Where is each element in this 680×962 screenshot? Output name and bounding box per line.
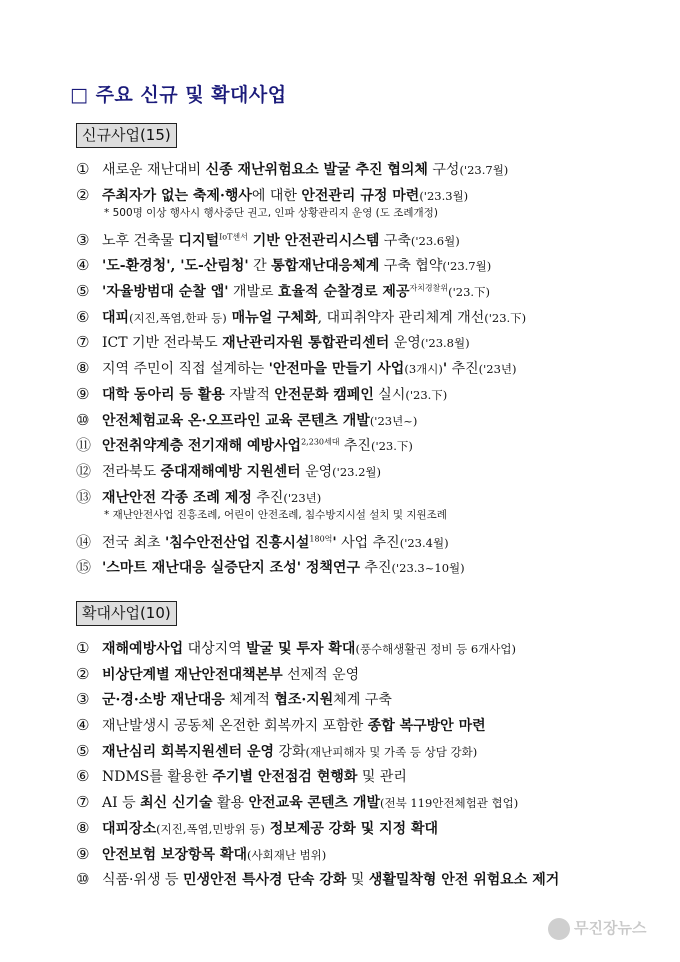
item-number: ⑨ (76, 384, 90, 403)
text-segment: 안전보험 보장항목 확대 (102, 846, 247, 863)
text-segment: (재난피해자 및 가족 등 상담 강화) (305, 744, 478, 759)
text-segment: 구축 협약 (379, 258, 443, 275)
item-text (102, 718, 486, 734)
item-text (102, 795, 518, 811)
item-number: ① (76, 160, 90, 178)
text-segment: 대피 (102, 309, 130, 326)
text-segment: 재난심리 회복지원센터 운영 (102, 743, 275, 760)
expanded-project-item (76, 764, 646, 790)
text-segment: ('23년) (478, 362, 517, 377)
text-segment: 매뉴얼 구체화 (226, 309, 318, 326)
text-segment: '침수안전산업 진흥시설 (165, 534, 310, 551)
text-segment: 재해예방사업 (102, 641, 184, 657)
item-number: ③ (76, 230, 90, 249)
new-project-item (76, 408, 646, 434)
text-segment: ('23.下) (484, 310, 527, 325)
text-segment: 대상지역 (183, 641, 247, 657)
expanded-project-item (76, 687, 646, 713)
item-footnote: * 500명 이상 행사시 행사중단 권고, 인파 상황관리지 운영 (도 조례개정) (104, 206, 438, 219)
item-number: ③ (76, 690, 90, 709)
text-segment: 안전문화 캠페인 (274, 386, 374, 403)
text-segment: 에 대한 (251, 187, 302, 204)
item-number: ④ (76, 256, 90, 275)
text-segment: 노후 건축물 (102, 232, 179, 249)
text-segment: 재난발생시 공동체 온전한 회복까지 포함한 (102, 718, 368, 735)
text-segment: 추진 (339, 438, 371, 455)
text-segment: 기반 안전관리시스템 (247, 232, 380, 249)
text-segment: ICT 기반 전라북도 (102, 335, 223, 352)
text-segment: 체계 구축 (333, 692, 392, 709)
item-text (102, 310, 526, 326)
text-segment: (풍수해생활권 정비 등 6개사업) (355, 642, 517, 656)
expanded-projects-list (76, 636, 646, 893)
text-segment: 정보제공 강화 및 지정 확대 (264, 820, 439, 837)
text-segment: '안전마을 만들기 사업 (268, 361, 405, 378)
text-segment: ('23.下) (448, 285, 491, 300)
watermark-text: 무진장뉴스 (574, 919, 647, 937)
text-segment: 안전교육 콘텐츠 개발 (248, 795, 380, 812)
text-segment: 민생안전 특사경 단속 강화 (182, 872, 347, 889)
item-text (102, 438, 413, 454)
item-number: ⑩ (76, 870, 90, 889)
new-project-item (76, 433, 646, 459)
text-segment: 추진 (251, 489, 284, 506)
text-segment: 식품·위생 등 (102, 872, 183, 889)
item-text (102, 258, 491, 274)
text-segment: 새로운 재난대비 (102, 162, 206, 178)
text-segment: 개발로 (228, 284, 278, 301)
text-segment: 체계적 (224, 692, 275, 709)
text-segment: 추진 (359, 560, 392, 577)
item-number: ② (76, 185, 90, 204)
new-project-item (76, 530, 646, 556)
item-number: ⑧ (76, 818, 90, 837)
text-segment: ('23년~) (369, 413, 418, 428)
text-segment: 생활밀착형 안전 위험요소 제거 (368, 872, 560, 889)
text-segment: 자발적 (224, 386, 275, 403)
item-text (102, 847, 326, 863)
item-text (102, 188, 468, 204)
item-text (102, 387, 447, 403)
text-segment: 발굴 및 투자 확대 (246, 641, 356, 657)
item-text (102, 464, 381, 480)
item-number: ⑦ (76, 793, 90, 812)
expanded-project-item (76, 739, 646, 765)
text-segment: 종합 복구방안 마련 (367, 718, 486, 735)
text-segment: ('23.3월) (419, 188, 469, 203)
text-segment: 전라북도 (102, 463, 161, 480)
text-segment: (사회재난 범위) (247, 847, 327, 862)
new-project-item (76, 459, 646, 485)
new-project-item (76, 382, 646, 408)
text-segment: NDMS를 활용한 (102, 769, 213, 786)
logo-icon (548, 918, 570, 940)
new-project-item (76, 279, 646, 305)
item-footnote: * 재난안전사업 진흥조례, 어린이 안전조례, 침수방지시설 설치 및 지원조례 (104, 508, 447, 521)
text-segment: 180억 (309, 533, 333, 543)
text-segment: 강화 (274, 743, 306, 760)
text-segment: 효율적 순찰경로 제공 (278, 284, 410, 301)
item-number: ① (76, 639, 90, 657)
new-project-item (76, 305, 646, 331)
item-text (102, 535, 449, 551)
text-segment: 비상단계별 재난안전대책본부 (102, 666, 283, 683)
text-segment: '도-환경청', '도-산림청' (102, 258, 249, 275)
item-text (102, 769, 407, 785)
new-project-item (76, 555, 646, 581)
item-number: ④ (76, 716, 90, 735)
item-number: ⑤ (76, 282, 90, 301)
item-text (102, 490, 321, 506)
text-segment: 군·경·소방 재난대응 (102, 692, 225, 709)
expanded-project-item (76, 816, 646, 842)
text-segment: 재난관리자원 통합관리센터 (222, 335, 390, 352)
text-segment: (지진,폭염,한파 등) (129, 310, 227, 325)
new-projects-list (76, 157, 646, 581)
item-number: ⑩ (76, 410, 90, 429)
expanded-project-item (76, 790, 646, 816)
text-segment: 구축 (379, 232, 411, 249)
expanded-project-item (76, 636, 646, 662)
text-segment: 통합재난대응체계 (271, 258, 380, 275)
new-project-item (76, 183, 646, 228)
expanded-project-item (76, 842, 646, 868)
expanded-projects-header: 확대사업(10) (76, 601, 177, 626)
text-segment: 지역 주민이 직접 설계하는 (102, 361, 269, 378)
text-segment: 추진 (447, 361, 479, 378)
text-segment: '스마트 재난대응 실증단지 조성' 정책연구 (102, 560, 360, 577)
expanded-project-item (76, 713, 646, 739)
text-segment: 사업 추진 (336, 534, 400, 551)
text-segment: (전북 119안전체험관 협업) (380, 796, 519, 811)
text-segment: (지진,폭염,민방위 등) (156, 821, 265, 836)
text-segment: ' (332, 534, 337, 551)
new-project-item (76, 485, 646, 530)
text-segment: 주기별 안전점검 현행화 (212, 769, 358, 786)
text-segment: 운영 (300, 463, 333, 480)
text-segment: ' (442, 361, 448, 378)
item-text (102, 162, 508, 178)
text-segment: ('23.7월) (442, 259, 492, 274)
text-segment: 주최자가 없는 축제·행사 (102, 187, 252, 204)
item-number: ⑫ (76, 461, 92, 480)
item-text (102, 641, 516, 657)
new-project-item (76, 157, 646, 183)
text-segment: 안전관리 규정 마련 (301, 187, 420, 204)
text-segment: 최신 신기술 (140, 795, 213, 812)
text-segment: (3개시) (404, 362, 443, 377)
text-segment: 대피장소 (102, 820, 157, 837)
item-text (102, 361, 517, 377)
text-segment: '자율방범대 순찰 앱' (102, 284, 229, 301)
watermark-logo (548, 917, 646, 940)
text-segment: ('23.4월) (399, 535, 449, 550)
text-segment: ('23.6월) (410, 233, 460, 248)
text-segment: 디지털 (178, 232, 220, 249)
new-project-item (76, 356, 646, 382)
item-number: ⑭ (76, 532, 92, 551)
item-number: ⑧ (76, 359, 90, 378)
item-text (102, 744, 477, 760)
item-number: ⑮ (76, 558, 92, 577)
item-number: ⑨ (76, 844, 90, 863)
text-segment: , 대피취약자 관리체계 개선 (317, 309, 485, 326)
text-segment: IoT센서 (219, 232, 248, 242)
item-text (102, 560, 465, 576)
new-projects-header: 신규사업(15) (76, 123, 177, 148)
expanded-project-item (76, 662, 646, 688)
text-segment: 2,230세대 (301, 437, 340, 447)
new-project-item (76, 253, 646, 279)
text-segment: 대학 동아리 등 활용 (102, 386, 225, 403)
item-text (102, 692, 392, 708)
item-text (102, 821, 438, 837)
item-number: ⑤ (76, 741, 90, 760)
text-segment: ('23.下) (370, 439, 413, 454)
item-number: ② (76, 664, 90, 683)
text-segment: 및 (346, 872, 369, 889)
item-number: ⑪ (76, 436, 92, 455)
item-text (102, 233, 460, 249)
item-text (102, 335, 470, 351)
text-segment: 전국 최초 (102, 534, 165, 551)
text-segment: 선제적 운영 (282, 666, 360, 683)
text-segment: 중대재해예방 지원센터 (160, 463, 301, 480)
text-segment: ('23.下) (405, 387, 448, 402)
text-segment: ('23년) (283, 490, 322, 505)
item-text (102, 413, 417, 429)
text-segment: 신종 재난위험요소 발굴 추진 협의체 (205, 162, 428, 178)
text-segment: 및 관리 (357, 769, 407, 786)
new-project-item (76, 228, 646, 254)
text-segment: ('23.2월) (332, 464, 382, 479)
page-title: □ 주요 신규 및 확대사업 (70, 84, 287, 106)
new-project-item (76, 330, 646, 356)
text-segment: 실시 (373, 386, 406, 403)
text-segment: 운영 (389, 335, 421, 352)
item-number: ⑬ (76, 487, 92, 506)
text-segment: 구성 (427, 162, 460, 178)
item-text (102, 284, 490, 300)
expanded-project-item (76, 867, 646, 893)
text-segment: 간 (248, 258, 272, 275)
item-number: ⑥ (76, 767, 90, 786)
text-segment: ('23.8월) (420, 336, 470, 351)
text-segment: 활용 (212, 795, 249, 812)
item-number: ⑦ (76, 333, 90, 352)
text-segment: ('23.3~10월) (391, 561, 465, 576)
text-segment: 협조·지원 (274, 692, 334, 709)
text-segment: 자치경찰위 (409, 283, 449, 293)
text-segment: 안전취약계층 전기재해 예방사업 (102, 438, 302, 455)
item-text (102, 667, 359, 683)
item-text (102, 872, 559, 888)
text-segment: ('23.7월) (459, 163, 509, 177)
item-number: ⑥ (76, 307, 90, 326)
text-segment: 안전체험교육 온·오프라인 교육 콘텐츠 개발 (102, 412, 370, 429)
text-segment: AI 등 (102, 795, 141, 812)
text-segment: 재난안전 각종 조례 제정 (102, 489, 252, 506)
